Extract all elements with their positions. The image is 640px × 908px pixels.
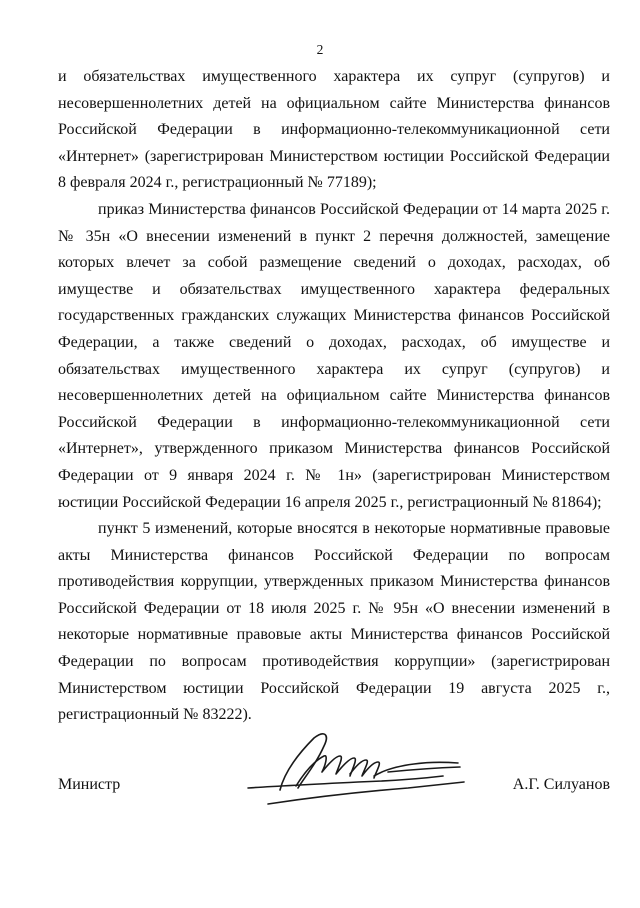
- handwritten-signature: [238, 726, 478, 816]
- signature-block: [58, 726, 610, 836]
- paragraph-item-5: пункт 5 изменений, которые вносятся в некоторые нормативные правовые акты Министерства финансов Российской Федерации по вопросам противодействия коррупции, утвержденных приказом Министерства финансов Российской Федерации от 18 июля 2025 г. № 95н «О внесении изменений в некоторые нормативные правовые акты Министерства финансов Российской Федерации по вопросам противодействия коррупции» (зарегистрирован Министерством юстиции Российской Федерации 19 августа 2025 г., регистрационный № 83222).: [58, 520, 610, 724]
- document-body: [58, 64, 610, 729]
- signatory-name: А.Г. Силуанов: [512, 776, 610, 793]
- page-number: 2: [316, 42, 324, 57]
- paragraph-order-35n: приказ Министерства финансов Российской Федерации от 14 марта 2025 г. № 35н «О внесении изменений в пункт 2 перечня должностей, замещение которых влечет за собой размещение сведений о доходах, расходах, об имуществе и обязательствах имущественного характера федеральных государственных гражданских служащих Министерства финансов Российской Федерации, а также сведений о доходах, расходах, об имуществе и обязательствах имущественного характера их супруг (супругов) и несовершеннолетних детей на официальном сайте Министерства финансов Российской Федерации в информационно-телекоммуникационной сети «Интернет», утвержденного приказом Министерства финансов Российской Федерации от 9 января 2024 г. № 1н» (зарегистрирован Министерством юстиции Российской Федерации 16 апреля 2025 г., регистрационный № 81864);: [58, 200, 610, 511]
- paragraph-continuation: и обязательствах имущественного характера их супруг (супругов) и несовершеннолетних детей на официальном сайте Министерства финансов Российской Федерации в информационно-телекоммуникационной сети «Интернет» (зарегистрирован Министерством юстиции Российской Федерации 8 февраля 2024 г., регистрационный № 77189);: [58, 68, 610, 192]
- signatory-title: Министр: [58, 776, 121, 793]
